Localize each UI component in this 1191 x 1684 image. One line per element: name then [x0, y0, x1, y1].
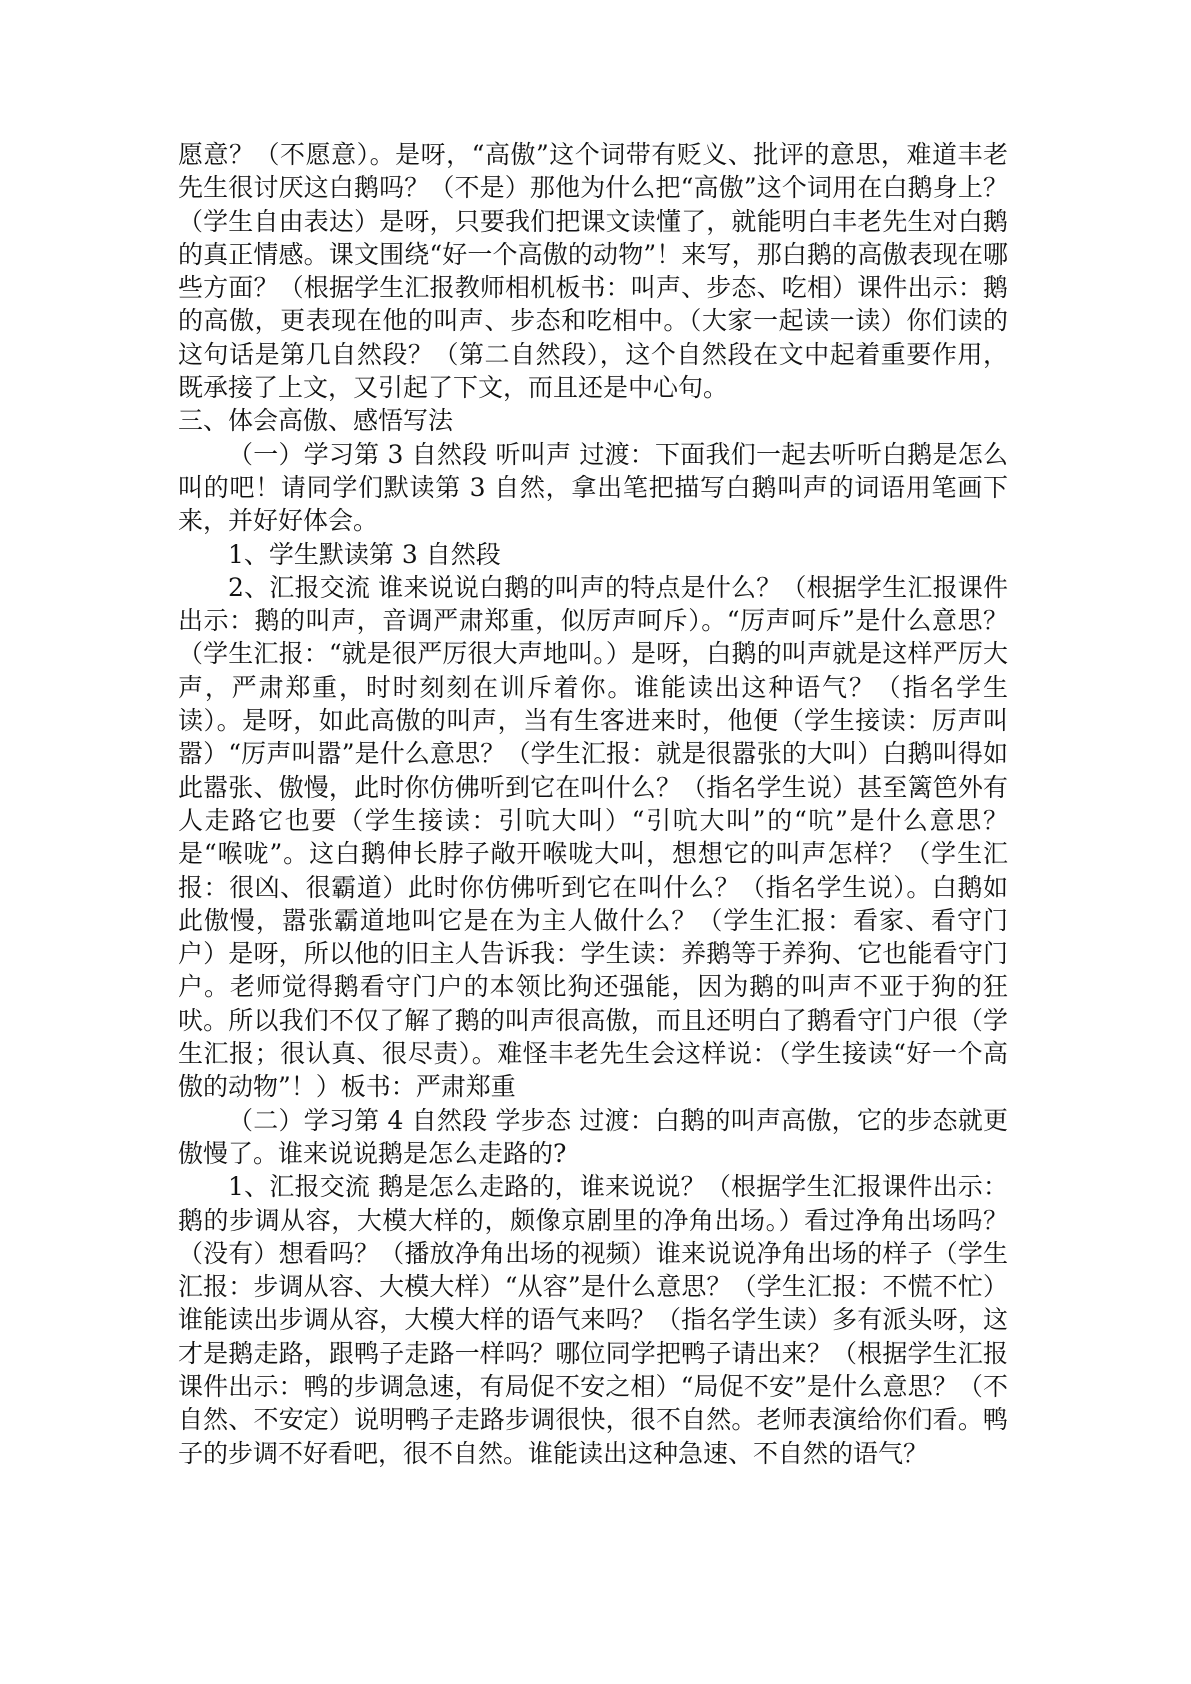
- subsection-learn-gait: （二）学习第 4 自然段 学步态 过渡：白鹅的叫声高傲，它的步态就更傲慢了。谁来说说鹅是怎么走路的?: [178, 1105, 1008, 1168]
- list-item-report-gait: 1、汇报交流 鹅是怎么走路的，谁来说说？（根据学生汇报课件出示：鹅的步调从容，大模大样的，颇像京剧里的净角出场。）看过净角出场吗？（没有）想看吗？（播放净角出场的视频）谁来说说净角出场的样子（学生汇报：步调从容、大模大样）“从容”是什么意思？（学生汇报：不慌不忙）谁能读出步调从容，大模大样的语气来吗？（指名学生读）多有派头呀，这才是鹅走路，跟鸭子走路一样吗？哪位同学把鸭子请出来？（根据学生汇报课件出示：鸭的步调急速，有局促不安之相）“局促不安”是什么意思？（不自然、不安定）说明鸭子走路步调很快，很不自然。老师表演给你们看。鸭子的步调不好看吧，很不自然。谁能读出这种急速、不自然的语气？: [178, 1172, 1008, 1468]
- document-page: [178, 138, 1008, 1470]
- paragraph-intro-continuation: 愿意？（不愿意）。是呀，“高傲”这个词带有贬义、批评的意思，难道丰老先生很讨厌这白鹅吗？（不是）那他为什么把“高傲”这个词用在白鹅身上？（学生自由表达）是呀，只要我们把课文读懂了，就能明白丰老先生对白鹅的真正情感。课文围绕“好一个高傲的动物”！来写，那白鹅的高傲表现在哪些方面？（根据学生汇报教师相机板书：叫声、步态、吃相）课件出示：鹅的高傲，更表现在他的叫声、步态和吃相中。（大家一起读一读）你们读的这句话是第几自然段？（第二自然段），这个自然段在文中起着重要作用，既承接了上文，又引起了下文，而且还是中心句。: [178, 140, 1008, 403]
- subsection-listen-call: （一）学习第 3 自然段 听叫声 过渡：下面我们一起去听听白鹅是怎么叫的吧！请同学们默读第 3 自然，拿出笔把描写白鹅叫声的词语用笔画下来，并好好体会。: [178, 439, 1008, 536]
- list-item-report-call: 2、汇报交流 谁来说说白鹅的叫声的特点是什么？（根据学生汇报课件出示：鹅的叫声，音调严肃郑重，似厉声呵斥）。“厉声呵斥”是什么意思？（学生汇报：“就是很严厉很大声地叫。）是呀，白鹅的叫声就是这样严厉大声，严肃郑重，时时刻刻在训斥着你。谁能读出这种语气？（指名学生读）。是呀，如此高傲的叫声，当有生客进来时，他便（学生接读：厉声叫嚣）“厉声叫嚣”是什么意思？（学生汇报：就是很嚣张的大叫）白鹅叫得如此嚣张、傲慢，此时你仿佛听到它在叫什么？（指名学生说）甚至篱笆外有人走路它也要（学生接读：引吭大叫）“引吭大叫”的“吭”是什么意思？是“喉咙”。这白鹅伸长脖子敞开喉咙大叫，想想它的叫声怎样？（学生汇报：很凶、很霸道）此时你仿佛听到它在叫什么？（指名学生说）。白鹅如此傲慢，嚣张霸道地叫它是在为主人做什么？（学生汇报：看家、看守门户）是呀，所以他的旧主人告诉我：学生读：养鹅等于养狗、它也能看守门户。老师觉得鹅看守门户的本领比狗还强能，因为鹅的叫声不亚于狗的狂吠。所以我们不仅了解了鹅的叫声很高傲，而且还明白了鹅看守门户很（学生汇报；很认真、很尽责）。难怪丰老先生会这样说：（学生接读“好一个高傲的动物”！）板书：严肃郑重: [178, 572, 1008, 1102]
- section-heading-three: 三、体会高傲、感悟写法: [178, 406, 454, 436]
- list-item-silent-reading: 1、学生默读第 3 自然段: [228, 539, 501, 569]
